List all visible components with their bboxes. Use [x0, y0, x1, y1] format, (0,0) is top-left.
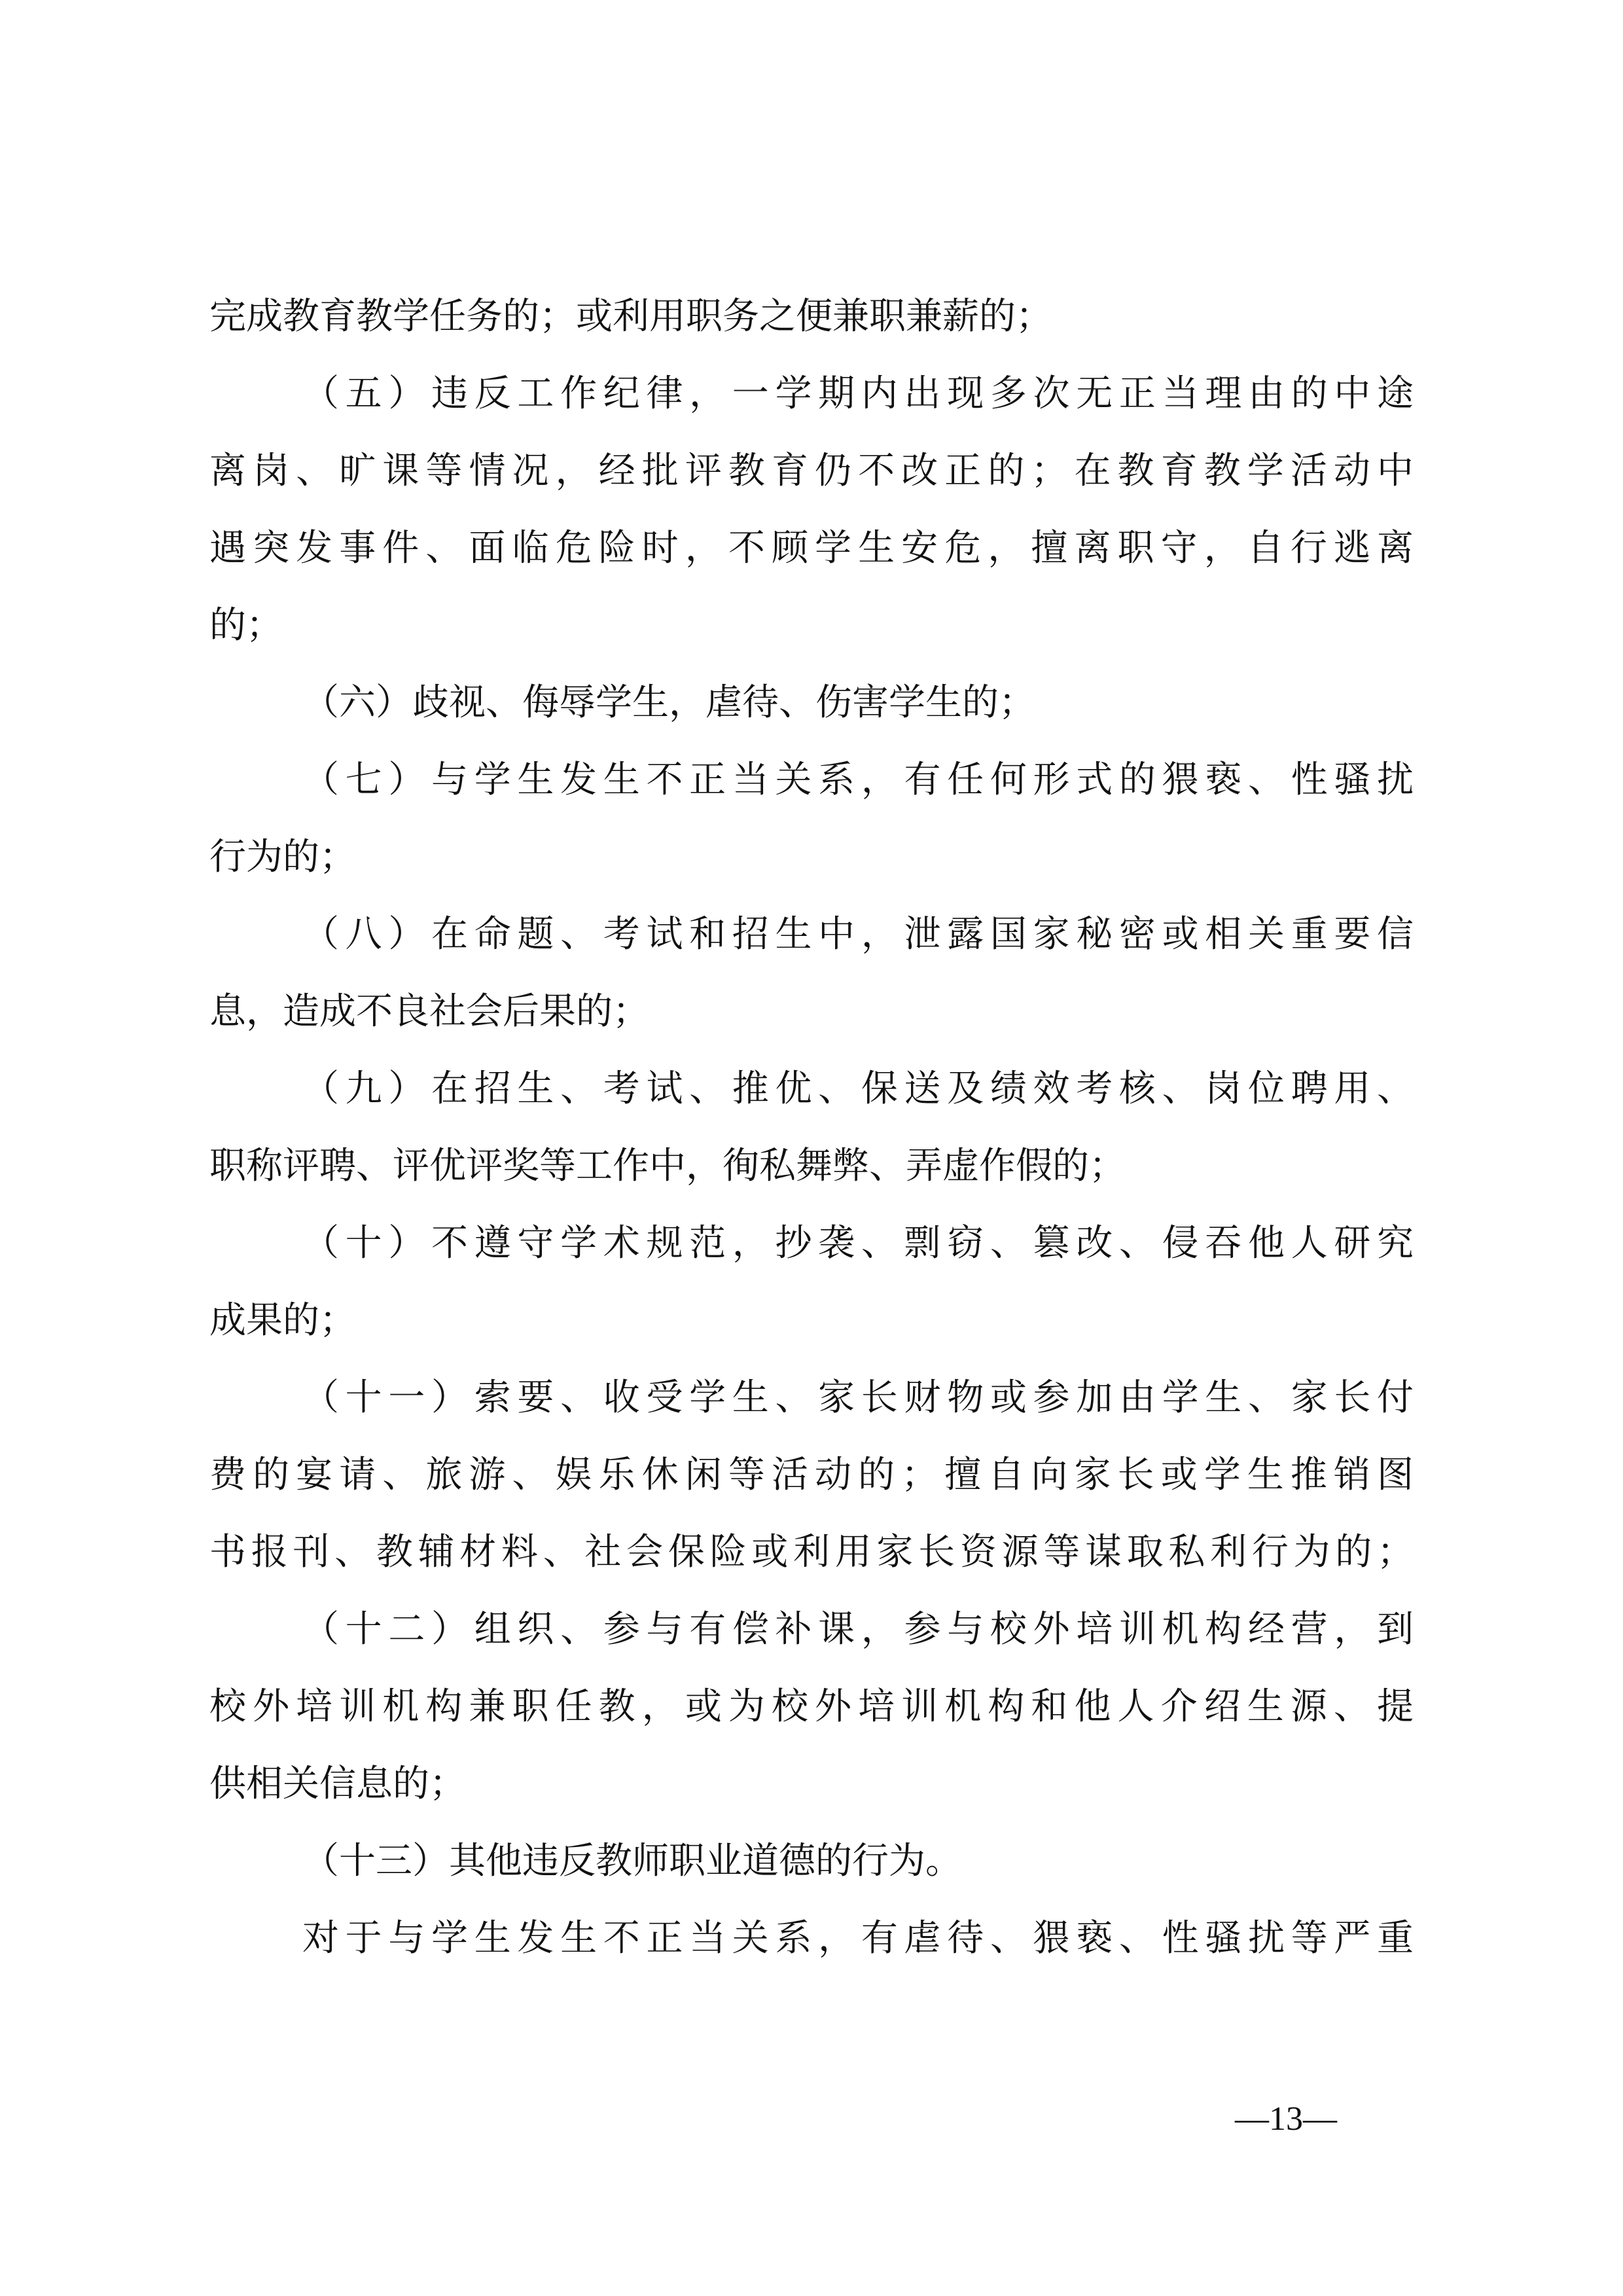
- text-line: 校外培训机构兼职任教，或为校外培训机构和他人介绍生源、提: [209, 1685, 1414, 1728]
- text-line: （十二）组织、参与有偿补课，参与校外培训机构经营，到: [302, 1608, 1414, 1651]
- text-line: 书报刊、教辅材料、社会保险或利用家长资源等谋取私利行为的；: [209, 1531, 1414, 1573]
- body-text: [209, 278, 1414, 1977]
- page-number: —13—: [1235, 2100, 1337, 2138]
- text-line: 对于与学生发生不正当关系，有虐待、猥亵、性骚扰等严重: [302, 1917, 1414, 1960]
- text-line: （十一）索要、收受学生、家长财物或参加由学生、家长付: [302, 1376, 1414, 1419]
- text-line: 行为的；: [209, 836, 356, 878]
- text-line: 成果的；: [209, 1299, 356, 1342]
- text-line: 完成教育教学任务的；或利用职务之便兼职兼薪的；: [209, 295, 1052, 338]
- text-line: 离岗、旷课等情况，经批评教育仍不改正的；在教育教学活动中: [209, 450, 1414, 492]
- text-line: 息，造成不良社会后果的；: [209, 990, 649, 1033]
- text-line: 的；: [209, 604, 283, 647]
- text-line: （九）在招生、考试、推优、保送及绩效考核、岗位聘用、: [302, 1067, 1414, 1110]
- text-line: （十）不遵守学术规范，抄袭、剽窃、篡改、侵吞他人研究: [302, 1222, 1414, 1265]
- text-line: 遇突发事件、面临危险时，不顾学生安危，擅离职守，自行逃离: [209, 527, 1414, 569]
- text-line: （六）歧视、侮辱学生，虐待、伤害学生的；: [302, 681, 1035, 724]
- text-line: 职称评聘、评优评奖等工作中，徇私舞弊、弄虚作假的；: [209, 1145, 1126, 1187]
- text-line: 费的宴请、旅游、娱乐休闲等活动的；擅自向家长或学生推销图: [209, 1454, 1414, 1496]
- text-line: （八）在命题、考试和招生中，泄露国家秘密或相关重要信: [302, 913, 1414, 956]
- text-line: （七）与学生发生不正当关系，有任何形式的猥亵、性骚扰: [302, 759, 1414, 801]
- text-line: （十三）其他违反教师职业道德的行为。: [302, 1840, 962, 1882]
- text-line: 供相关信息的；: [209, 1763, 466, 1805]
- text-line: （五）违反工作纪律，一学期内出现多次无正当理由的中途: [302, 372, 1414, 415]
